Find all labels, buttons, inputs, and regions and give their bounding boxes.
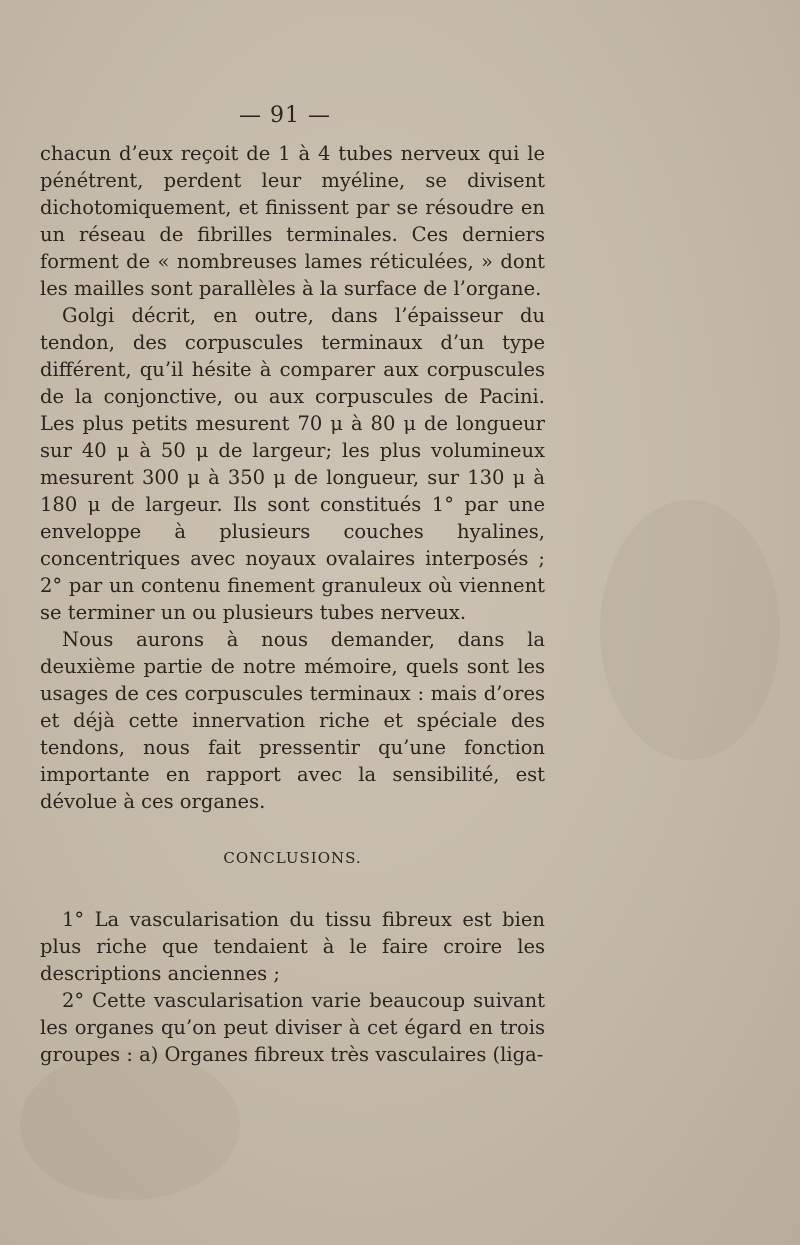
conclusion-item: 1° La vascularisation du tissu fibreux est bien plus riche que tendaient à le faire croire les descriptions anciennes ; [40,908,545,985]
paper-stain [20,1050,240,1200]
section-heading: CONCLUSIONS. [223,849,362,867]
page-number: — 91 — [239,103,331,128]
paper-stain [600,500,780,760]
conclusion-item: 2° Cette vascularisation varie beaucoup suivant les organes qu’on peut diviser à cet égard en trois groupes : a) Organes fibreux très vasculaires (liga- [40,989,545,1066]
paragraph: chacun d’eux reçoit de 1 à 4 tubes nerveux qui le pénétrent, perdent leur myéline, se divisent dichotomiquement, et finissent par se résoudre en un réseau de fibrilles terminales. Ces derniers forment de « nombreuses lames réticulées, » dont les mailles sont parallèles à la surface de l’organe. [40,142,545,300]
body-text [40,140,545,1068]
paragraph: Nous aurons à nous demander, dans la deuxième partie de notre mémoire, quels sont les usages de ces corpuscules terminaux : mais d’ores et déjà cette innervation riche et spéciale des tendons, nous fait pressentir qu’une fonction importante en rapport avec la sensibilité, est dévolue à ces organes. [40,628,545,813]
paragraph: Golgi décrit, en outre, dans l’épaisseur du tendon, des corpuscules terminaux d’un type différent, qu’il hésite à comparer aux corpuscules de la conjonctive, ou aux corpuscules de Pacini. Les plus petits mesurent 70 μ à 80 μ de longueur sur 40 μ à 50 μ de largeur; les plus volumineux mesurent 300 μ à 350 μ de longueur, sur 130 μ à 180 μ de largeur. Ils sont constitués 1° par une enveloppe à plusieurs couches hyalines, concentriques avec noyaux ovalaires interposés ; 2° par un contenu finement granuleux où viennent se terminer un ou plusieurs tubes nerveux. [40,304,545,624]
